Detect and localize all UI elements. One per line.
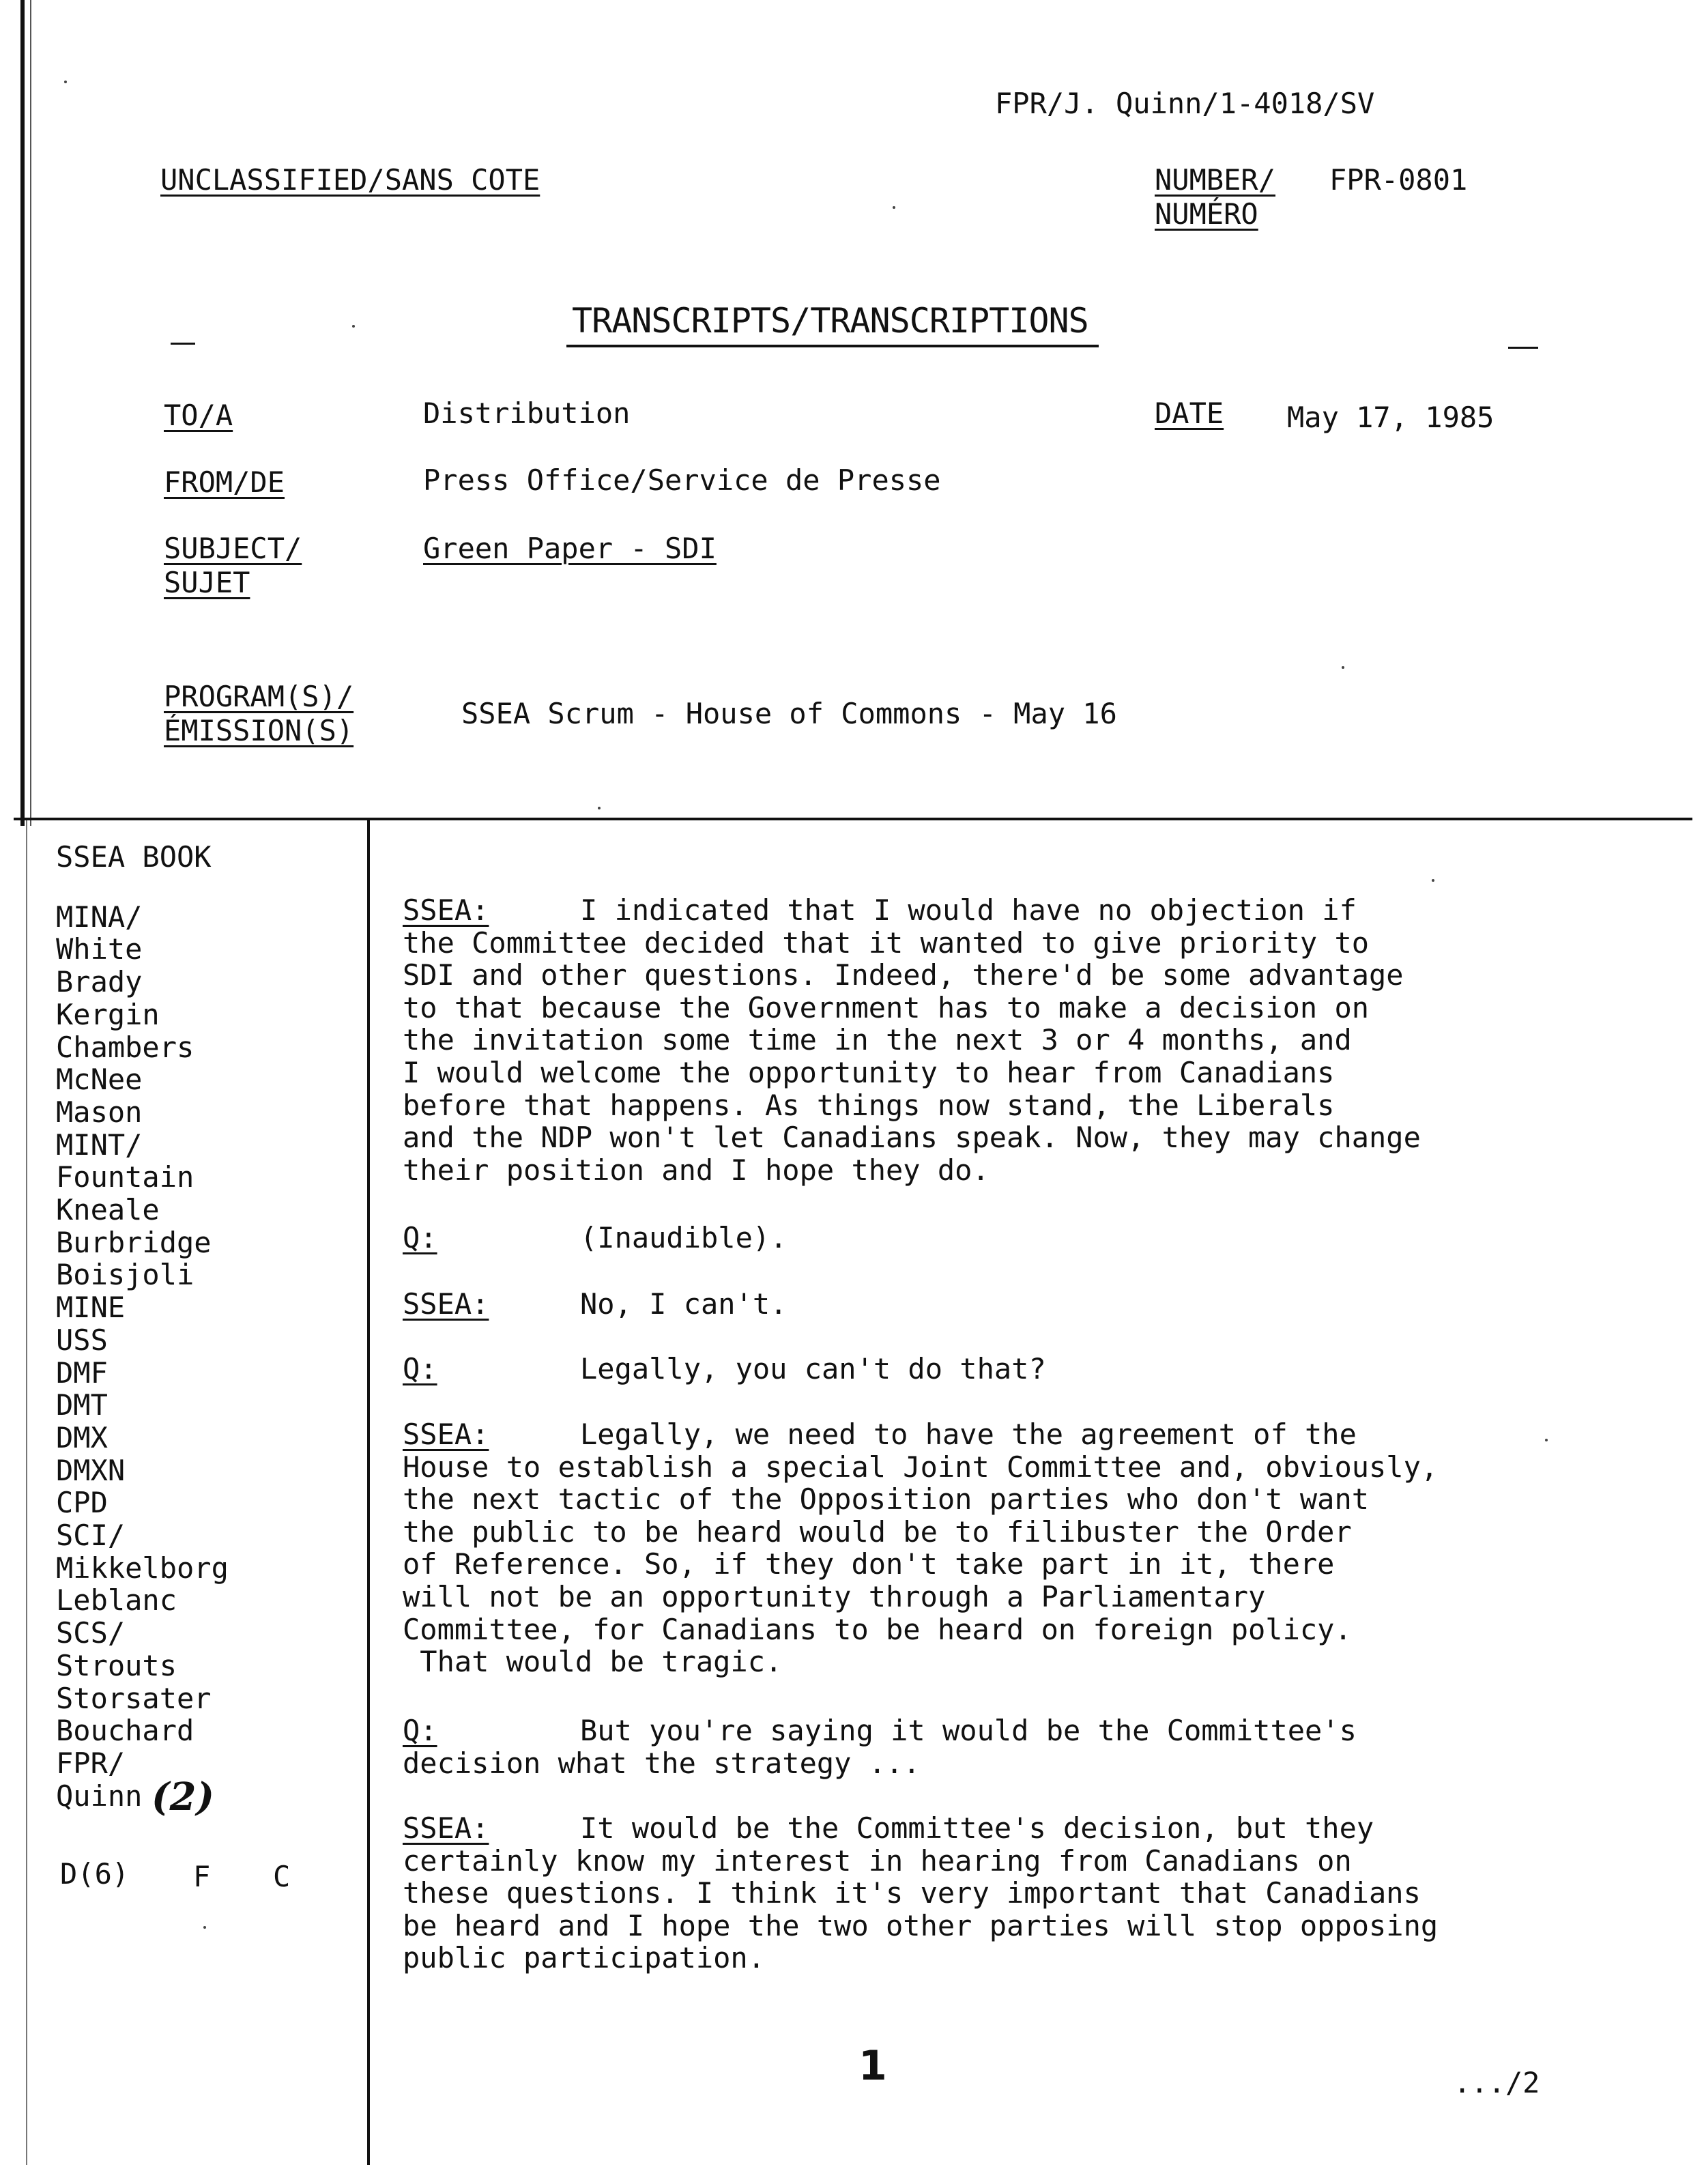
transcript-line: But you're saying it would be the Committee's [580,1714,1357,1747]
distribution-name: McNee [56,1063,143,1097]
transcript-entry [403,894,1686,1186]
file-reference: FPR/J. Quinn/1-4018/SV [995,87,1375,120]
distribution-name: SCI/ [56,1519,126,1553]
transcript-line: That would be tragic. [403,1645,783,1679]
transcript-entry [403,1714,1686,1779]
transcript-line: the Committee decided that it wanted to give priority to [403,925,1370,960]
distribution-name: Kneale [56,1193,160,1227]
transcript-line: (Inaudible). [580,1221,788,1254]
transcript-line: Committee, for Canadians to be heard on foreign policy. [403,1612,1352,1646]
distribution-name: Chambers [56,1030,194,1064]
title-dash-left [171,343,195,345]
subject-value: Green Paper - SDI [423,532,717,565]
transcript-entry [403,1812,1686,1974]
sujet-label: SUJET [164,566,250,599]
transcript-line: be heard and I hope the two other parties will stop opposing [403,1908,1439,1942]
distribution-name: Leblanc [56,1583,177,1618]
transcript-line: No, I can't. [580,1287,788,1321]
distribution-name: DMX [56,1420,108,1454]
transcript-entry [403,1288,1686,1321]
document-title: TRANSCRIPTS/TRANSCRIPTIONS [572,301,1088,341]
distribution-name: MINT/ [56,1127,143,1162]
scan-speck [598,807,601,809]
classification: UNCLASSIFIED/SANS COTE [160,163,540,197]
distribution-name: FPR/ [56,1746,126,1780]
distribution-name: MINA/ [56,900,143,934]
left-margin-rule-lower [26,820,27,2165]
title-dash-right [1508,347,1538,349]
distribution-name: White [56,932,143,966]
transcript-line: the next tactic of the Opposition parties who don't want [403,1482,1370,1517]
transcript-line: It would be the Committee's decision, but they [580,1811,1374,1845]
transcript-line: will not be an opportunity through a Parliamentary [403,1579,1266,1613]
transcript-line: decision what the strategy ... [403,1746,921,1780]
distribution-name: Strouts [56,1648,177,1682]
distribution-name: MINE [56,1291,126,1325]
page-number: 1 [858,2042,887,2090]
transcript-entry [403,1353,1686,1385]
distribution-name: USS [56,1323,108,1357]
transcript-line: I would welcome the opportunity to hear from Canadians [403,1055,1335,1089]
scan-speck [893,206,895,209]
scan-speck [203,1926,206,1929]
speaker-label: Q: [403,1221,437,1254]
distribution-title: SSEA BOOK [56,840,212,874]
distribution-name: Fountain [56,1160,194,1194]
distribution-name: Mikkelborg [56,1551,229,1585]
distribution-list [56,841,229,1812]
date-label: DATE [1155,397,1224,430]
transcript-line: public participation. [403,1941,766,1975]
distribution-name: Mason [56,1095,143,1129]
transcript-line: to that because the Government has to make a decision on [403,990,1370,1024]
speaker-label: Q: [403,1352,437,1385]
transcript-line: of Reference. So, if they don't take part in it, there [403,1547,1335,1581]
scan-speck [1342,666,1344,669]
transcript-line: certainly know my interest in hearing from Canadians on [403,1843,1352,1878]
date-value: May 17, 1985 [1287,401,1494,434]
program-label: PROGRAM(S)/ [164,680,354,713]
distribution-code: D(6) [60,1857,130,1891]
distribution-name: SCS/ [56,1616,126,1650]
transcript-entry [403,1418,1686,1678]
speaker-label: SSEA: [403,1287,489,1321]
speaker-label: SSEA: [403,1418,489,1451]
transcript-line: Legally, you can't do that? [580,1352,1046,1385]
distribution-code: C [273,1860,291,1893]
transcript-line: their position and I hope they do. [403,1153,990,1187]
to-value: Distribution [423,397,631,430]
scan-speck [352,325,355,328]
scan-speck [64,81,67,83]
transcript-line: these questions. I think it's very important that Canadians [403,1876,1421,1910]
to-label: TO/A [164,399,233,432]
distribution-name: DMT [56,1388,108,1422]
distribution-name: Brady [56,965,143,999]
continued-marker: .../2 [1454,2066,1540,2099]
document-number: FPR-0801 [1329,163,1468,197]
distribution-name: Storsater [56,1681,212,1715]
scan-speck [1432,879,1434,882]
left-margin-rule [20,0,25,826]
transcript-line: and the NDP won't let Canadians speak. Now, they may change [403,1121,1421,1155]
column-divider [367,820,370,2165]
distribution-name: Bouchard [56,1714,194,1748]
distribution-name: Quinn [56,1779,143,1813]
transcript-line: before that happens. As things now stand, the Liberals [403,1088,1335,1122]
distribution-name: CPD [56,1486,108,1520]
subject-label: SUBJECT/ [164,532,302,565]
from-label: FROM/DE [164,465,285,499]
speaker-label: Q: [403,1714,437,1747]
distribution-code: F [193,1860,211,1893]
transcript-line: the public to be heard would be to filibuster the Order [403,1514,1352,1549]
distribution-name: Burbridge [56,1225,212,1259]
transcript-line: I indicated that I would have no objection if [580,893,1357,927]
title-underline [566,345,1099,347]
distribution-name: DMXN [56,1453,126,1487]
transcript-line: the invitation some time in the next 3 or 4 months, and [403,1023,1352,1057]
from-value: Press Office/Service de Presse [423,463,941,497]
program-value: SSEA Scrum - House of Commons - May 16 [461,697,1117,730]
handwritten-note: (2) [151,1774,214,1820]
number-label: NUMBER/ [1155,163,1276,197]
distribution-name: Kergin [56,997,160,1031]
numero-label: NUMÉRO [1155,197,1258,231]
distribution-name: DMF [56,1355,108,1390]
header-divider [14,818,1692,820]
transcript-entry [403,1222,1686,1254]
left-margin-rule-secondary [30,0,31,826]
emission-label: ÉMISSION(S) [164,714,354,747]
speaker-label: SSEA: [403,893,489,927]
speaker-label: SSEA: [403,1811,489,1845]
transcript-line: SDI and other questions. Indeed, there'd be some advantage [403,958,1404,992]
transcript-line: Legally, we need to have the agreement of the [580,1418,1357,1451]
transcript-line: House to establish a special Joint Committee and, obviously, [403,1450,1439,1484]
scan-speck [1545,1439,1548,1441]
distribution-name: Boisjoli [56,1258,194,1292]
